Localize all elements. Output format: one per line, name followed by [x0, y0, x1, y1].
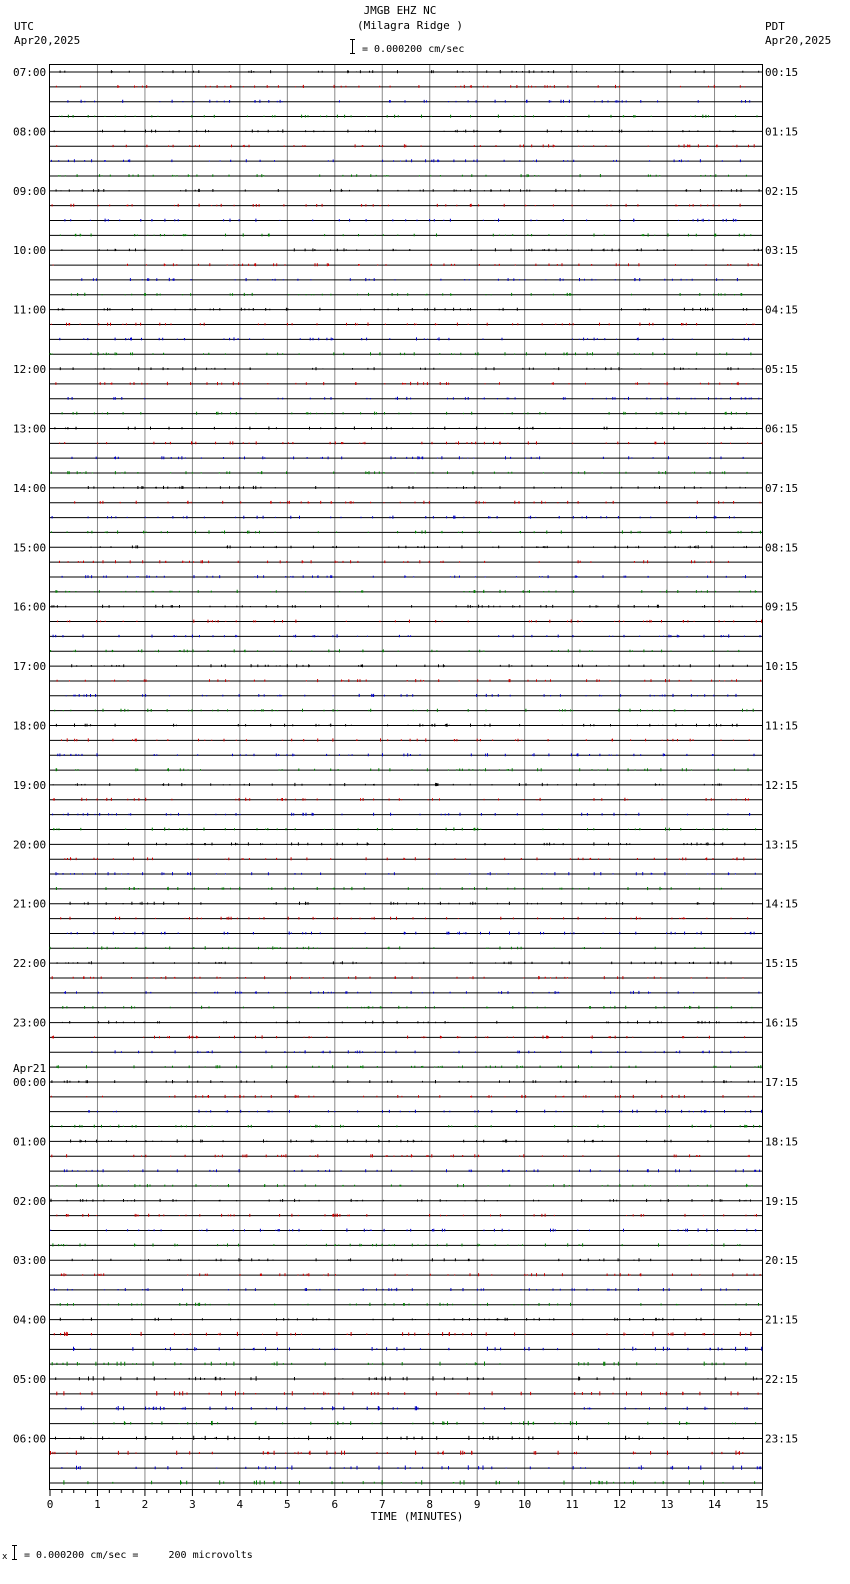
x-tick-label-13: 13 — [660, 1498, 674, 1511]
pdt-hour-label: 00:15 — [765, 66, 799, 79]
pdt-hour-label: 06:15 — [765, 422, 799, 436]
pdt-hour-label: 15:15 — [765, 957, 799, 971]
utc-zone-label: UTC — [14, 20, 34, 33]
pdt-hour-label: 20:15 — [765, 1254, 799, 1268]
pdt-hour-label: 12:15 — [765, 778, 799, 792]
station-location: (Milagra Ridge ) — [357, 19, 463, 32]
trace-noise-88 — [52, 1362, 746, 1366]
pdt-hour-label: 08:15 — [765, 541, 799, 555]
utc-hour-label: 04:00 — [13, 1313, 47, 1327]
pdt-hour-label: 19:15 — [765, 1194, 799, 1208]
x-tick-label-3: 3 — [189, 1498, 196, 1511]
trace-noise-91 — [66, 1406, 747, 1410]
footer-scale-prefix: x — [2, 1552, 8, 1562]
pdt-hour-labels — [765, 66, 798, 1445]
utc-hour-label: 02:00 — [13, 1194, 47, 1208]
pdt-hour-label: 16:15 — [765, 1016, 799, 1030]
x-tick-label-11: 11 — [565, 1498, 579, 1511]
utc-hour-label: 05:00 — [13, 1373, 47, 1387]
trace-noise-87 — [74, 1347, 762, 1351]
utc-hour-label: 19:00 — [13, 778, 47, 792]
x-tick-label-7: 7 — [378, 1498, 386, 1511]
utc-hour-label: 21:00 — [13, 897, 47, 911]
utc-hour-label: 07:00 — [13, 66, 47, 79]
utc-hour-label: 16:00 — [13, 600, 47, 614]
utc-hour-label: 03:00 — [13, 1254, 47, 1268]
pdt-hour-label: 14:15 — [765, 897, 799, 911]
pdt-hour-label: 02:15 — [765, 184, 799, 198]
utc-date-label: Apr20,2025 — [14, 34, 81, 47]
pdt-hour-label: 11:15 — [765, 719, 799, 733]
scale-label: = 0.000200 cm/sec — [362, 44, 465, 55]
trace-noise-86 — [54, 1332, 751, 1336]
trace-noise-90 — [57, 1391, 758, 1395]
x-tick-label-4: 4 — [236, 1498, 244, 1511]
x-tick-label-6: 6 — [331, 1498, 339, 1511]
utc-hour-label: 15:00 — [13, 541, 47, 555]
utc-hour-label: 08:00 — [13, 125, 47, 139]
utc-hour-label: 18:00 — [13, 719, 47, 733]
pdt-date-label: Apr20,2025 — [765, 34, 832, 47]
pdt-hour-label: 22:15 — [765, 1373, 799, 1387]
utc-hour-label: 23:00 — [13, 1016, 47, 1030]
x-tick-label-2: 2 — [141, 1498, 149, 1511]
pdt-hour-label: 09:15 — [765, 600, 799, 614]
pdt-hour-label: 03:15 — [765, 244, 799, 258]
pdt-hour-label: 13:15 — [765, 838, 799, 852]
pdt-hour-label: 23:15 — [765, 1432, 799, 1446]
pdt-hour-label: 17:15 — [765, 1075, 799, 1089]
footer-scale-bar-icon — [14, 1545, 15, 1560]
utc-hour-label: 13:00 — [13, 422, 47, 436]
pdt-hour-label: 10:15 — [765, 660, 799, 674]
utc-hour-label: 00:00 — [13, 1075, 47, 1089]
trace-noise-96 — [64, 1480, 755, 1484]
utc-hour-labels — [13, 66, 46, 1445]
utc-hour-label: 14:00 — [13, 481, 47, 495]
trace-noise-93 — [56, 1436, 744, 1440]
utc-hour-label: 12:00 — [13, 363, 47, 377]
x-tick-label-10: 10 — [518, 1498, 532, 1511]
x-tick-label-14: 14 — [707, 1498, 722, 1511]
x-tick-label-0: 0 — [46, 1498, 54, 1511]
x-axis-ticks — [50, 1489, 762, 1496]
x-tick-label-15: 15 — [755, 1498, 769, 1511]
x-tick-label-5: 5 — [284, 1498, 291, 1511]
utc-hour-label: 01:00 — [13, 1135, 47, 1149]
trace-noise-95 — [62, 1465, 761, 1469]
pdt-hour-label: 21:15 — [765, 1313, 799, 1327]
pdt-hour-label: 18:15 — [765, 1135, 799, 1149]
utc-hour-label: 17:00 — [13, 660, 47, 674]
footer-scale-label: = 0.000200 cm/sec = 200 microvolts — [24, 1550, 253, 1561]
pdt-hour-label: 07:15 — [765, 481, 799, 495]
x-axis-label: TIME (MINUTES) — [370, 1510, 464, 1523]
pdt-hour-label: 05:15 — [765, 363, 799, 377]
seismic-traces — [50, 70, 762, 1485]
x-tick-label-9: 9 — [473, 1498, 481, 1511]
trace-noise-89 — [56, 1376, 762, 1380]
x-tick-label-1: 1 — [94, 1498, 101, 1511]
x-tick-label-12: 12 — [612, 1498, 627, 1511]
pdt-zone-label: PDT — [765, 20, 785, 33]
date-change-label: Apr21 — [13, 1062, 47, 1075]
trace-noise-94 — [50, 1451, 742, 1455]
station-title: JMGB EHZ NC — [363, 4, 437, 17]
utc-hour-label: 11:00 — [13, 303, 47, 317]
utc-hour-label: 09:00 — [13, 184, 47, 198]
x-tick-label-8: 8 — [426, 1498, 434, 1511]
utc-hour-label: 06:00 — [13, 1432, 47, 1446]
pdt-hour-label: 04:15 — [765, 303, 799, 317]
utc-hour-label: 20:00 — [13, 838, 47, 852]
utc-hour-label: 10:00 — [13, 244, 47, 258]
utc-hour-label: 22:00 — [13, 957, 47, 971]
pdt-hour-label: 01:15 — [765, 125, 799, 139]
